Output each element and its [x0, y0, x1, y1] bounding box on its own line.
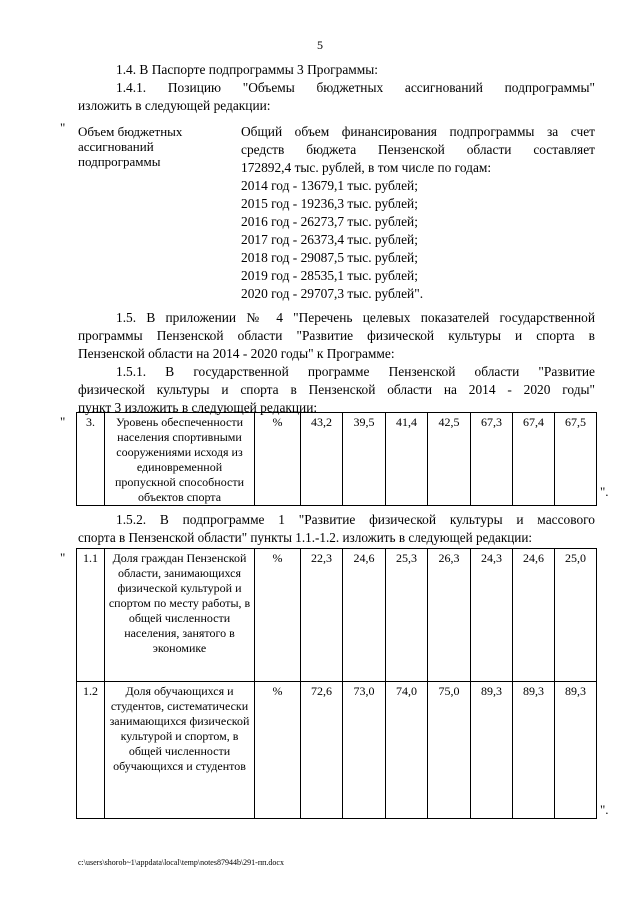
value-2019: 67,4 [513, 413, 555, 506]
passport-label-line: ассигнований [78, 139, 154, 154]
section-1-4: 1.4. В Паспорте подпрограммы 3 Программы: [116, 62, 378, 77]
indicator-description: Уровень обеспеченности населения спортивными сооружениями исходя из единовременной пропускной способности объектов спорта [105, 413, 255, 506]
unit-cell: % [255, 549, 301, 682]
value-2020: 25,0 [555, 549, 597, 682]
footer-file-path: c:\users\shorob~1\appdata\local\temp\notes87944b\291-пп.docx [78, 858, 284, 867]
table-row [77, 682, 597, 819]
financing-year-2017: 2017 год - 26373,4 тыс. рублей; [241, 232, 418, 247]
table-indicator-3 [76, 412, 597, 506]
row-number: 1.1 [77, 549, 105, 682]
value-2018: 67,3 [471, 413, 513, 506]
indicator-description: Доля обучающихся и студентов, систематически занимающихся физической культурой и спортом, в общей численности обучающихся и студентов [105, 682, 255, 819]
section-1-5-2-line-2: спорта в Пензенской области" пункты 1.1.-1.2. изложить в следующей редакции: [78, 530, 533, 545]
unit-cell: % [255, 682, 301, 819]
value-2017: 26,3 [428, 549, 471, 682]
value-2018: 24,3 [471, 549, 513, 682]
opening-quote: " [60, 120, 66, 135]
value-2014: 72,6 [301, 682, 343, 819]
value-2015: 39,5 [343, 413, 386, 506]
passport-label-line: Объем бюджетных [78, 124, 183, 139]
section-1-5-2-line-1: 1.5.2. В подпрограмме 1 "Развитие физической культуры и массового [116, 512, 595, 527]
value-2014: 22,3 [301, 549, 343, 682]
financing-year-2018: 2018 год - 29087,5 тыс. рублей; [241, 250, 418, 265]
value-2019: 89,3 [513, 682, 555, 819]
value-2016: 41,4 [386, 413, 428, 506]
table-1-opening-quote: " [60, 414, 66, 429]
table-1-closing-quote: ". [600, 484, 609, 499]
value-2019: 24,6 [513, 549, 555, 682]
section-1-5-line-3: Пензенской области на 2014 - 2020 годы" к Программе: [78, 346, 395, 361]
value-2020: 67,5 [555, 413, 597, 506]
value-2015: 24,6 [343, 549, 386, 682]
page-number: 5 [317, 38, 323, 52]
value-2016: 25,3 [386, 549, 428, 682]
value-2020: 89,3 [555, 682, 597, 819]
section-1-5-1-line-2: физической культуры и спорта в Пензенской области на 2014 - 2020 годы" [78, 382, 595, 397]
value-2017: 75,0 [428, 682, 471, 819]
indicator-description: Доля граждан Пензенской области, занимающихся физической культурой и спортом по месту работы, в общей численности населения, занятого в экономике [105, 549, 255, 682]
financing-text-line-3: 172892,4 тыс. рублей, в том числе по годам: [241, 160, 492, 175]
row-number: 3. [77, 413, 105, 506]
financing-year-2015: 2015 год - 19236,3 тыс. рублей; [241, 196, 418, 211]
section-1-5-line-2: программы Пензенской области "Развитие физической культуры и спорта в [78, 328, 595, 343]
value-2017: 42,5 [428, 413, 471, 506]
financing-year-2019: 2019 год - 28535,1 тыс. рублей; [241, 268, 418, 283]
table-2-closing-quote: ". [600, 802, 609, 817]
table-2-opening-quote: " [60, 550, 66, 565]
value-2018: 89,3 [471, 682, 513, 819]
financing-text-line-1: Общий объем финансирования подпрограммы за счет [241, 124, 595, 139]
financing-year-2014: 2014 год - 13679,1 тыс. рублей; [241, 178, 418, 193]
financing-year-2020: 2020 год - 29707,3 тыс. рублей". [241, 286, 424, 301]
financing-text-line-2: средств бюджета Пензенской области составляет [241, 142, 595, 157]
passport-label [78, 124, 182, 169]
section-1-4-1-line-1: 1.4.1. Позицию "Объемы бюджетных ассигнований подпрограммы" [116, 80, 595, 95]
passport-label-line: подпрограммы [78, 154, 161, 169]
unit-cell: % [255, 413, 301, 506]
row-number: 1.2 [77, 682, 105, 819]
table-row [77, 413, 597, 506]
table-indicators-1-1-1-2 [76, 548, 597, 819]
section-1-5-1-line-3: пункт 3 изложить в следующей редакции: [78, 400, 318, 415]
section-1-4-1-line-2: изложить в следующей редакции: [78, 98, 271, 113]
value-2016: 74,0 [386, 682, 428, 819]
value-2014: 43,2 [301, 413, 343, 506]
table-row [77, 549, 597, 682]
section-1-5-1-line-1: 1.5.1. В государственной программе Пензенской области "Развитие [116, 364, 595, 379]
value-2015: 73,0 [343, 682, 386, 819]
section-1-5-line-1: 1.5. В приложении № 4 "Перечень целевых показателей государственной [116, 310, 595, 325]
financing-year-2016: 2016 год - 26273,7 тыс. рублей; [241, 214, 418, 229]
